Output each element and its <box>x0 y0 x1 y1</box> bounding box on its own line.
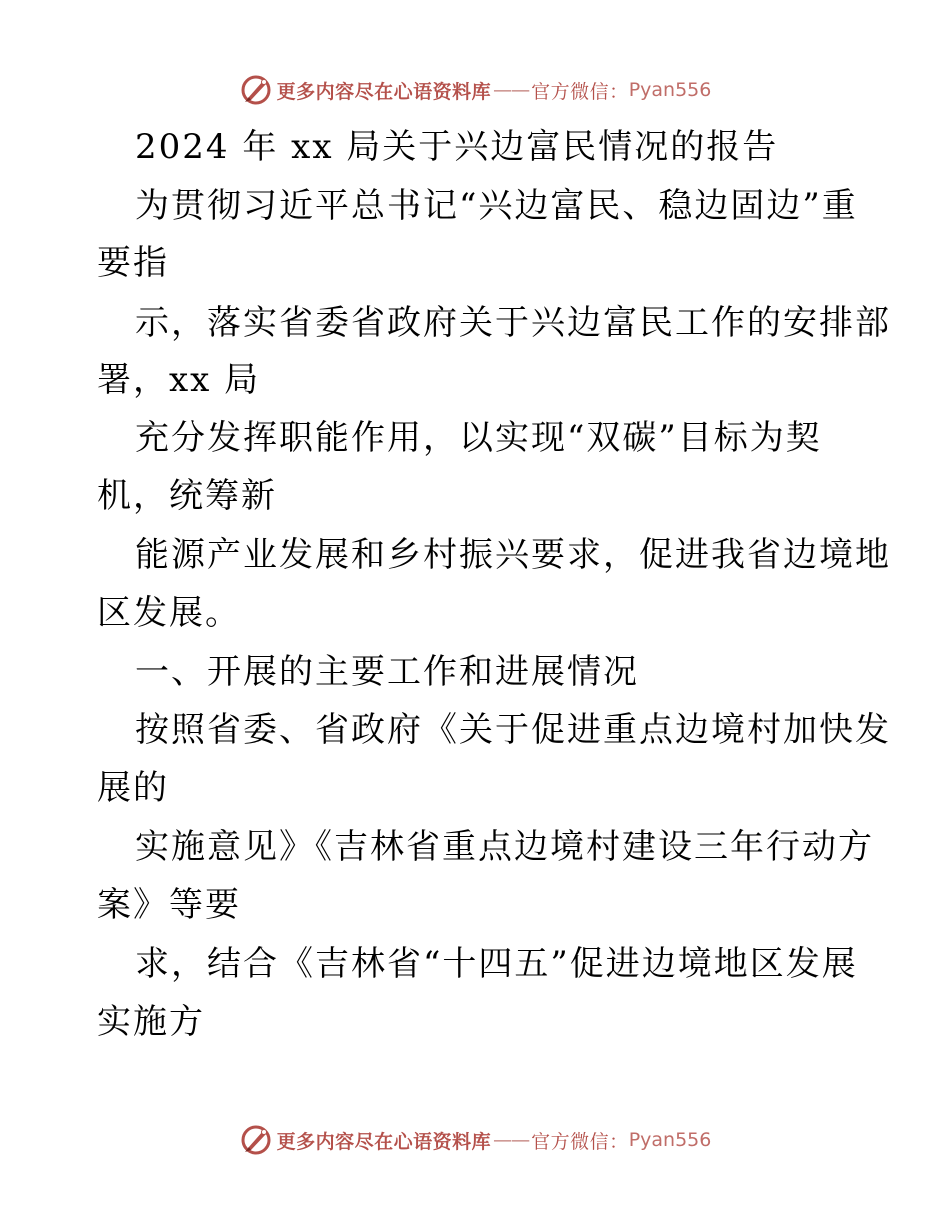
watermark-text: 更多内容尽在心语资料库 <box>276 80 492 103</box>
watermark-wechat-label: 官方微信： <box>531 80 629 103</box>
paragraph-line: 展的 <box>97 768 169 808</box>
paragraph-line: 署，xx 局 <box>97 360 261 400</box>
paragraph-line: 案》等要 <box>97 885 241 925</box>
paragraph-line: 为贯彻习近平总书记“兴边富民、稳边固边”重 <box>135 186 858 226</box>
watermark-dash: —— <box>493 1129 530 1151</box>
watermark-wechat-id: Pyan556 <box>628 79 712 101</box>
watermark-text: 更多内容尽在心语资料库 <box>276 1130 492 1153</box>
paragraph-line: 能源产业发展和乡村振兴要求，促进我省边境地 <box>135 535 891 575</box>
header-watermark <box>0 70 950 110</box>
quill-pen-logo-icon <box>239 73 273 107</box>
paragraph-line: 充分发挥职能作用，以实现“双碳”目标为契 <box>135 418 822 458</box>
document-title: 2024 年 xx 局关于兴边富民情况的报告 <box>135 127 779 167</box>
watermark-dash: —— <box>493 79 530 101</box>
section-heading: 一、开展的主要工作和进展情况 <box>135 652 639 692</box>
paragraph-line: 实施意见》《吉林省重点边境村建设三年行动方 <box>135 827 874 867</box>
paragraph-line: 要指 <box>97 243 169 283</box>
paragraph-line: 机，统筹新 <box>97 476 277 516</box>
paragraph-line: 实施方 <box>97 1002 205 1042</box>
quill-pen-logo-icon <box>239 1123 273 1157</box>
watermark-wechat-id: Pyan556 <box>628 1129 712 1151</box>
paragraph-line: 求，结合《吉林省“十四五”促进边境地区发展 <box>135 944 858 984</box>
watermark-wechat-label: 官方微信： <box>531 1130 629 1153</box>
footer-watermark <box>0 1120 950 1160</box>
paragraph-line: 按照省委、省政府《关于促进重点边境村加快发 <box>135 710 891 750</box>
paragraph-line: 区发展。 <box>97 593 241 633</box>
paragraph-line: 示，落实省委省政府关于兴边富民工作的安排部 <box>135 303 891 343</box>
